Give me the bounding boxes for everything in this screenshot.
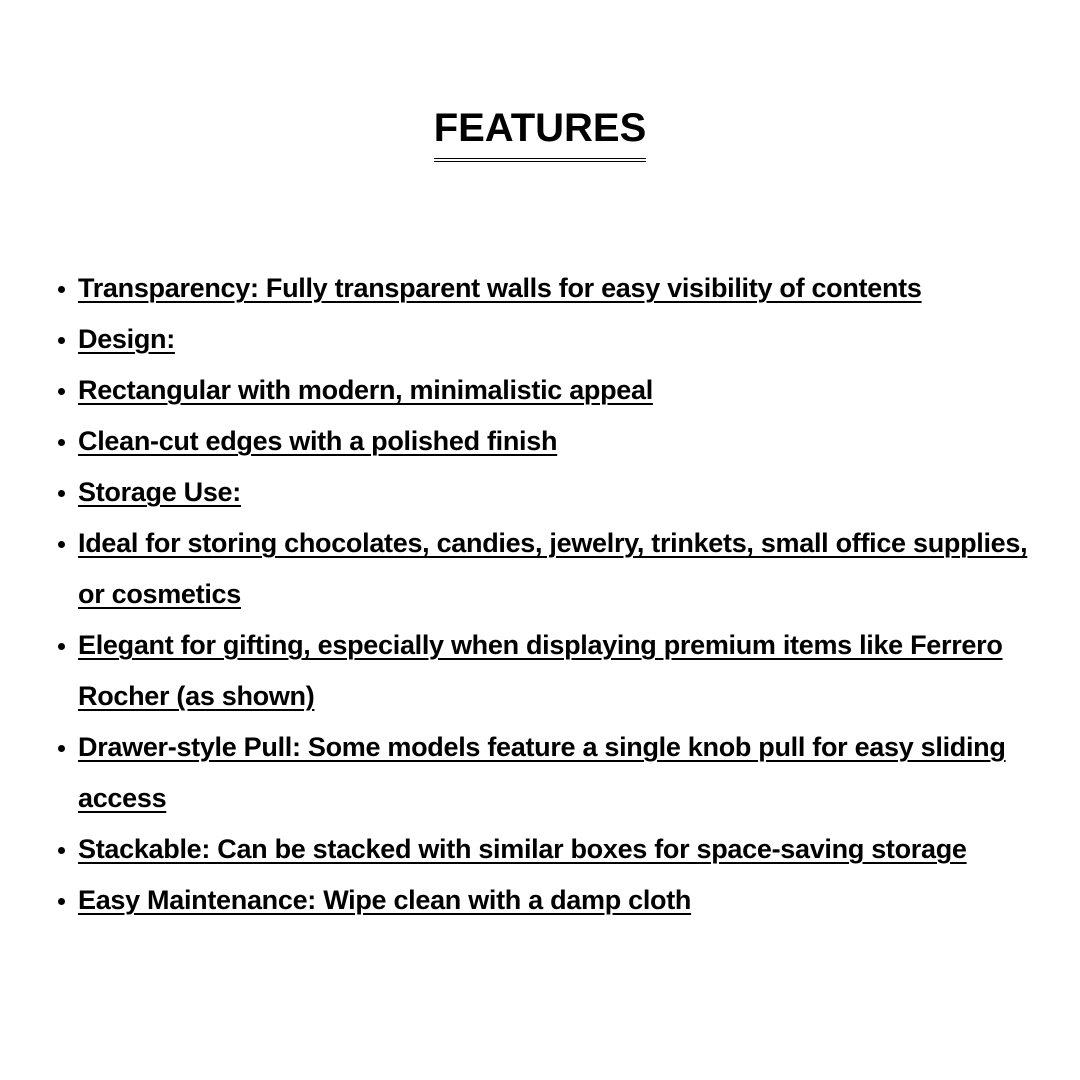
feature-text: Rectangular with modern, minimalistic appeal [78,375,653,405]
title-container [0,104,1080,162]
feature-item [58,365,1058,416]
feature-item [58,314,1058,365]
feature-item [58,875,1058,926]
feature-text: Drawer-style Pull: Some models feature a single knob pull for easy sliding access [78,732,1006,813]
feature-text: Clean-cut edges with a polished finish [78,426,558,456]
page-title: FEATURES [434,104,647,162]
features-list [58,263,1058,926]
feature-text: Stackable: Can be stacked with similar boxes for space-saving storage [78,834,967,864]
feature-item [58,620,1058,722]
feature-item [58,416,1058,467]
feature-item [58,824,1058,875]
feature-text: Easy Maintenance: Wipe clean with a damp cloth [78,885,692,915]
feature-text: Ideal for storing chocolates, candies, jewelry, trinkets, small office supplies, or cosmetics [78,528,1028,609]
feature-item [58,263,1058,314]
feature-item [58,722,1058,824]
feature-text: Elegant for gifting, especially when displaying premium items like Ferrero Rocher (as shown) [78,630,1003,711]
feature-text: Design: [78,324,175,354]
feature-item [58,518,1058,620]
feature-text: Transparency: Fully transparent walls for easy visibility of contents [78,273,922,303]
feature-item [58,467,1058,518]
feature-text: Storage Use: [78,477,241,507]
